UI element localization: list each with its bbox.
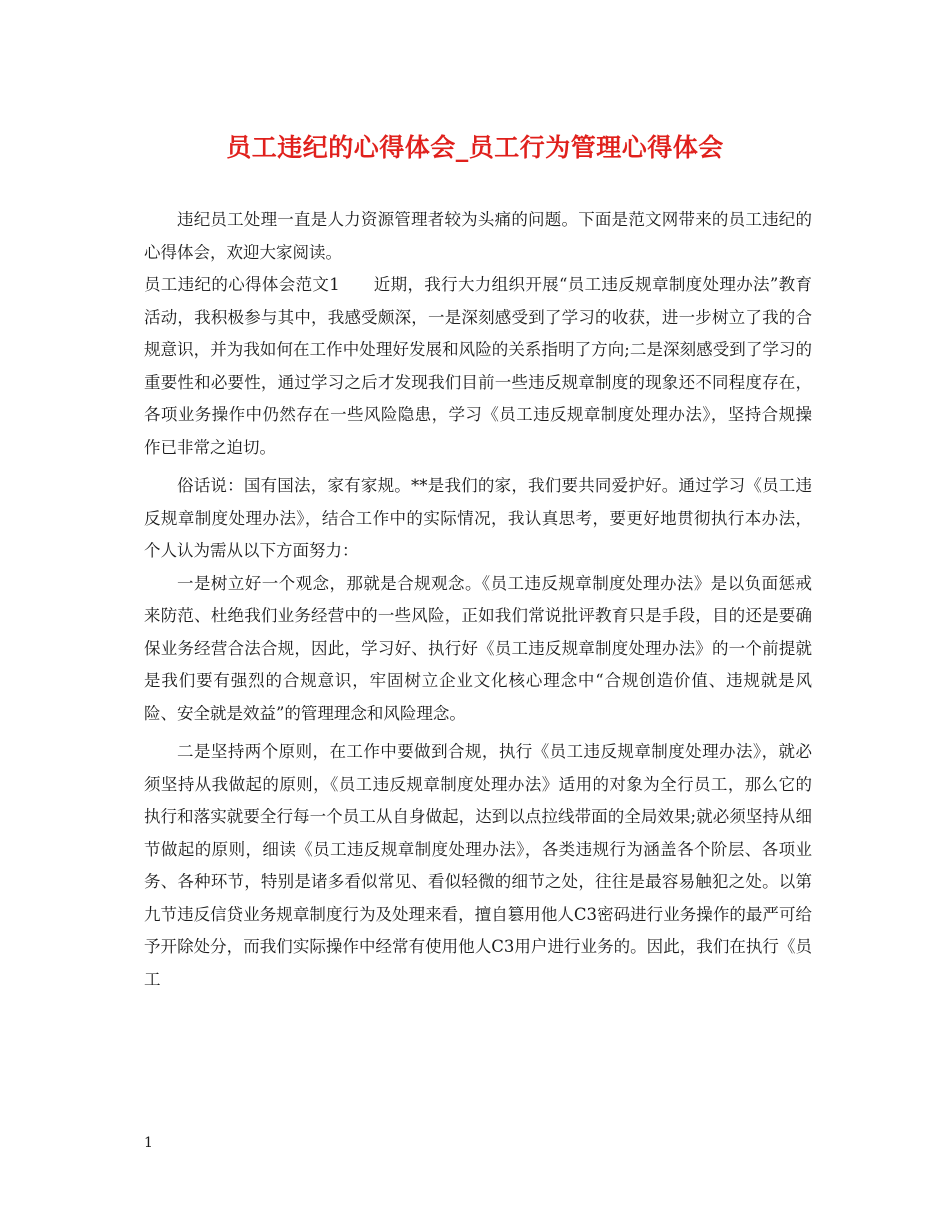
paragraph-proverb: 俗话说：国有国法，家有家规。**是我们的家，我们要共同爱护好。通过学习《员工违反规章制度处理办法》，结合工作中的实际情况，我认真思考，要更好地贯彻执行本办法，个人认为需从以下方面努力： — [144, 476, 812, 560]
paragraph-point-one: 一是树立好一个观念，那就是合规观念。《员工违反规章制度处理办法》是以负面惩戒来防范、杜绝我们业务经营中的一些风险，正如我们常说批评教育只是手段，目的还是要确保业务经营合法合规，因此，学习好、执行好《员工违反规章制度处理办法》的一个前提就是我们要有强烈的合规意识，牢固树立企业文化核心理念中“合规创造价值、违规就是风险、安全就是效益”的管理理念和风险理念。 — [144, 573, 812, 723]
document-title: 员工违纪的心得体会_员工行为管理心得体会 — [226, 133, 724, 162]
document-body — [144, 204, 812, 996]
paragraph-sample-1: 员工违纪的心得体会范文1 近期，我行大力组织开展“员工违反规章制度处理办法”教育活动，我积极参与其中，我感受颇深，一是深刻感受到了学习的收获，进一步树立了我的合规意识，并为我如何在工作中处理好发展和风险的关系指明了方向;二是深刻感受到了学习的重要性和必要性，通过学习之后才发现我们目前一些违反规章制度的现象还不同程度存在，各项业务操作中仍然存在一些风险隐患，学习《员工违反规章制度处理办法》，坚持合规操作已非常之迫切。 — [144, 275, 812, 457]
paragraph-intro: 违纪员工处理一直是人力资源管理者较为头痛的问题。下面是范文网带来的员工违纪的心得体会，欢迎大家阅读。 — [144, 210, 812, 262]
page-number: 1 — [144, 1135, 153, 1151]
paragraph-point-two: 二是坚持两个原则，在工作中要做到合规，执行《员工违反规章制度处理办法》，就必须坚持从我做起的原则，《员工违反规章制度处理办法》适用的对象为全行员工，那么它的执行和落实就要全行每一个员工从自身做起，达到以点拉线带面的全局效果;就必须坚持从细节做起的原则，细读《员工违反规章制度处理办法》，各类违规行为涵盖各个阶层、各项业务、各种环节，特别是诸多看似常见、看似轻微的细节之处，往往是最容易触犯之处。以第九节违反信贷业务规章制度行为及处理来看，擅自篡用他人C3密码进行业务操作的最严可给予开除处分，而我们实际操作中经常有使用他人C3用户进行业务的。因此，我们在执行《员工 — [144, 742, 812, 989]
